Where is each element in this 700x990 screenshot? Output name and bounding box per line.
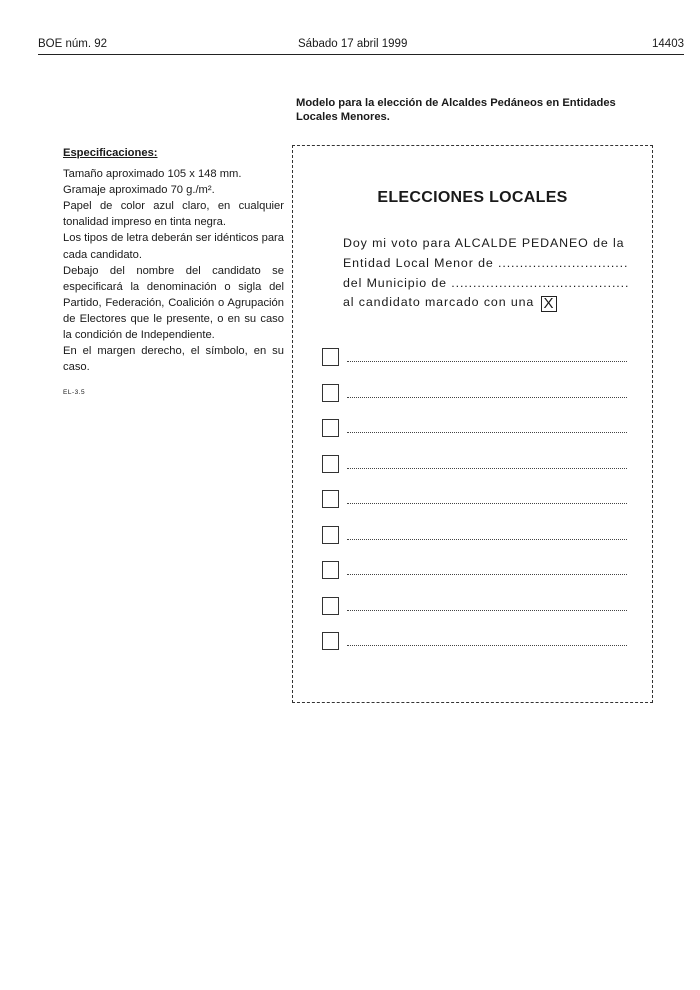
candidate-checkbox[interactable] bbox=[322, 384, 339, 402]
candidate-row bbox=[322, 419, 628, 439]
publication-date: Sábado 17 abril 1999 bbox=[298, 38, 408, 50]
candidate-checkbox[interactable] bbox=[322, 561, 339, 579]
vote-line bbox=[343, 293, 643, 313]
specifications-heading: Especificaciones: bbox=[63, 147, 158, 159]
specifications bbox=[63, 145, 284, 375]
spec-item: Papel de color azul claro, en cualquier tonalidad impreso en tinta negra. bbox=[63, 200, 284, 229]
publication-number: BOE núm. 92 bbox=[38, 38, 108, 50]
candidate-row bbox=[322, 455, 628, 475]
vote-line: Entidad Local Menor de .............................. bbox=[343, 255, 629, 270]
spec-item: Debajo del nombre del candidato se especificará la denominación o sigla del Partido, Federación, Coalición o Agrupación de Electores que le presente, o en su caso la condición de Independiente. bbox=[63, 264, 284, 342]
spec-code: EL-3.5 bbox=[63, 389, 86, 396]
candidate-row bbox=[322, 597, 628, 617]
candidate-name-line bbox=[347, 539, 627, 540]
candidate-checkbox[interactable] bbox=[322, 526, 339, 544]
page-number: 14403 bbox=[652, 38, 684, 50]
candidate-checkbox[interactable] bbox=[322, 419, 339, 437]
candidate-row bbox=[322, 384, 628, 404]
candidate-row bbox=[322, 526, 628, 546]
candidate-name-line bbox=[347, 610, 627, 611]
candidate-name-line bbox=[347, 468, 627, 469]
vote-line: Doy mi voto para ALCALDE PEDANEO de la bbox=[343, 236, 625, 250]
candidate-row bbox=[322, 632, 628, 652]
candidate-name-line bbox=[347, 361, 627, 362]
candidate-row bbox=[322, 490, 628, 510]
vote-line: del Municipio de ......................................... bbox=[343, 275, 630, 290]
spec-item: Tamaño aproximado 105 x 148 mm. bbox=[63, 168, 242, 181]
ballot-card bbox=[292, 145, 653, 703]
candidate-name-line bbox=[347, 503, 627, 504]
x-mark-icon: X bbox=[541, 296, 557, 312]
header-rule bbox=[38, 54, 684, 55]
ballot-title: ELECCIONES LOCALES bbox=[377, 189, 568, 206]
model-title: Modelo para la elección de Alcaldes Pedáneos en Entidades Locales Menores. bbox=[296, 97, 616, 123]
candidate-name-line bbox=[347, 574, 627, 575]
candidate-checkbox[interactable] bbox=[322, 348, 339, 366]
spec-item: Los tipos de letra deberán ser idénticos para cada candidato. bbox=[63, 232, 284, 261]
vote-statement bbox=[343, 234, 643, 313]
spec-item: En el margen derecho, el símbolo, en su caso. bbox=[63, 345, 284, 374]
candidate-checkbox[interactable] bbox=[322, 455, 339, 473]
candidate-row bbox=[322, 348, 628, 368]
spec-item: Gramaje aproximado 70 g./m². bbox=[63, 184, 215, 197]
vote-line-text: al candidato marcado con una bbox=[343, 295, 535, 310]
candidate-row bbox=[322, 561, 628, 581]
candidate-name-line bbox=[347, 645, 627, 646]
candidate-checkbox[interactable] bbox=[322, 490, 339, 508]
page-header bbox=[38, 38, 684, 54]
candidate-checkbox[interactable] bbox=[322, 632, 339, 650]
candidate-checkbox[interactable] bbox=[322, 597, 339, 615]
candidate-name-line bbox=[347, 397, 627, 398]
candidate-name-line bbox=[347, 432, 627, 433]
